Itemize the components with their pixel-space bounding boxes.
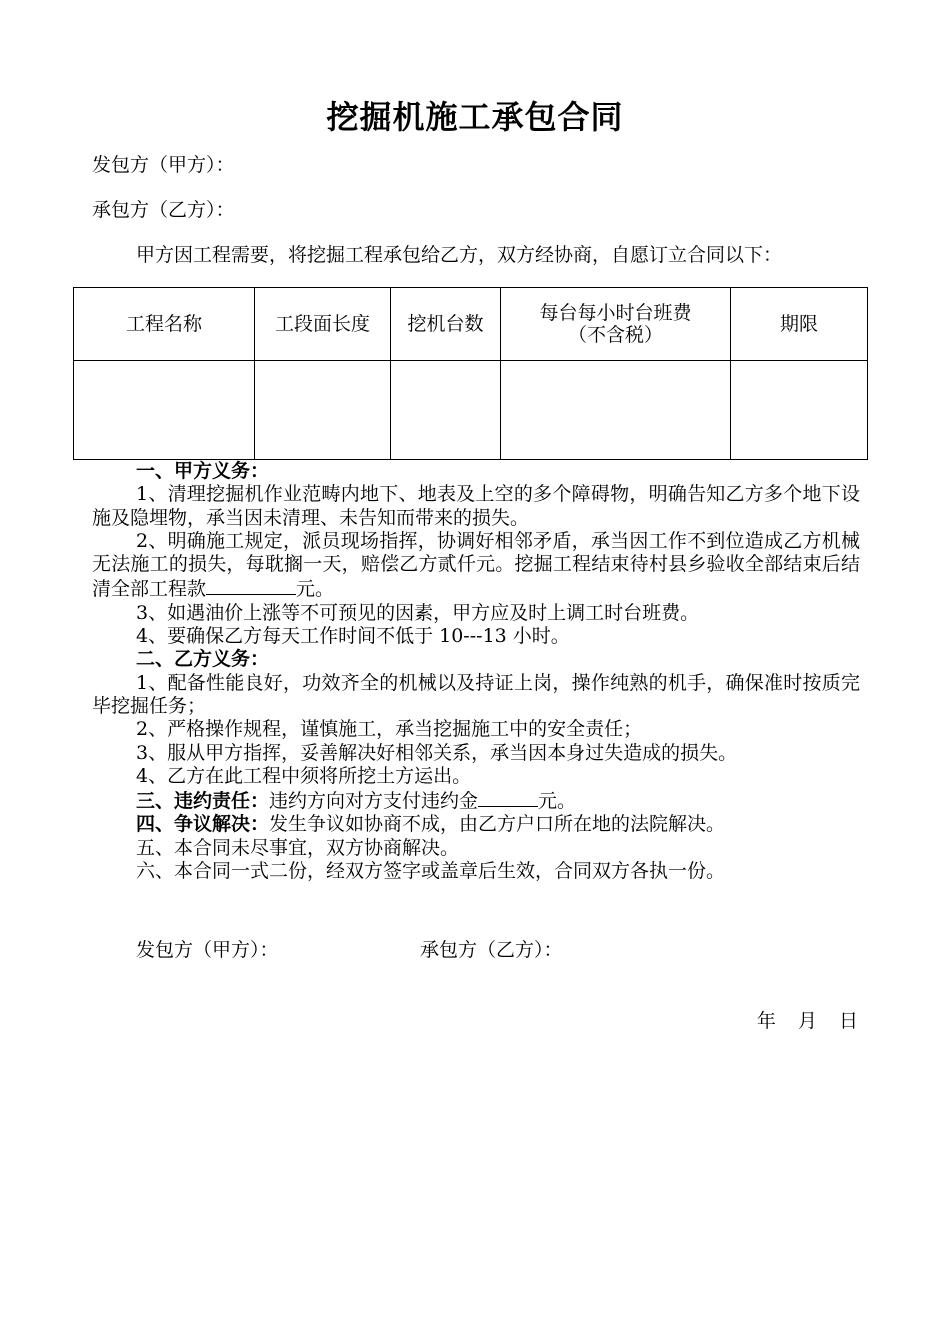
table-row — [74, 361, 868, 460]
party-a-field: 发包方（甲方）： — [92, 154, 235, 176]
intro-paragraph: 甲方因工程需要，将挖掘工程承包给乙方，双方经协商，自愿订立合同以下： — [136, 244, 783, 266]
section2-item3: 3、服从甲方指挥，妥善解决好相邻关系，承当因本身过失造成的损失。 — [136, 741, 738, 764]
signature-party-a: 发包方（甲方）： — [136, 939, 279, 961]
header-project-name: 工程名称 — [74, 288, 255, 361]
section2-item1: 1、配备性能良好，功效齐全的机械以及持证上岗，操作纯熟的机手，确保准时按质完毕挖掘任务； — [92, 671, 860, 717]
project-table — [73, 287, 868, 460]
section1-item2-unit: 元。 — [296, 578, 335, 601]
party-b-field: 承包方（乙方）： — [92, 199, 235, 221]
section3-text: 违约方向对方支付违约金 — [269, 790, 479, 813]
section3-unit: 元。 — [538, 790, 577, 813]
cell-section-length — [255, 361, 391, 460]
cell-hourly-rate — [501, 361, 731, 460]
section6: 六、本合同一式二份，经双方签字或盖章后生效，合同双方各执一份。 — [136, 860, 726, 883]
section1-heading: 一、甲方义务： — [136, 460, 270, 482]
section4-heading: 四、争议解决： — [136, 813, 270, 836]
header-tax-note: （不含税） — [567, 324, 663, 346]
penalty-blank — [478, 788, 538, 807]
section5: 五、本合同未尽事宜，双方协商解决。 — [136, 836, 460, 859]
section2-item2: 2、严格操作规程，谨慎施工，承当挖掘施工中的安全责任； — [136, 718, 643, 741]
header-excavator-count: 挖机台数 — [391, 288, 501, 361]
table-header-row — [74, 288, 868, 361]
header-hourly-rate-label: 每台每小时台班费 — [539, 302, 692, 324]
contract-body — [92, 460, 860, 883]
date-line: 年 月 日 — [756, 1010, 858, 1032]
section1-item2-text: 2、明确施工规定，派员现场指挥，协调好相邻矛盾，承当因工作不到位造成乙方机械无法施工的损失，每耽搁一天，赔偿乙方贰仟元。挖掘工程结束待村县乡验收全部结束后结清全部工程款 — [92, 529, 860, 601]
signature-party-b: 承包方（乙方）： — [420, 939, 563, 961]
section2-item4: 4、乙方在此工程中须将所挖土方运出。 — [136, 764, 472, 787]
document-title: 挖掘机施工承包合同 — [326, 98, 624, 136]
header-section-length: 工段面长度 — [255, 288, 391, 361]
cell-term — [731, 361, 868, 460]
section4-text: 发生争议如协商不成，由乙方户口所在地的法院解决。 — [269, 813, 726, 836]
section1-item2 — [92, 530, 860, 602]
section3-heading: 三、违约责任： — [136, 790, 270, 813]
amount-blank — [206, 576, 296, 595]
section1-item3: 3、如遇油价上涨等不可预见的因素，甲方应及时上调工时台班费。 — [136, 601, 700, 624]
header-hourly-rate — [501, 288, 731, 361]
section1-item1: 1、清理挖掘机作业范畴内地下、地表及上空的多个障碍物，明确告知乙方多个地下设施及隐埋物，承当因未清理、未告知而带来的损失。 — [92, 483, 860, 529]
section2-heading: 二、乙方义务： — [136, 648, 270, 671]
cell-project-name — [74, 361, 255, 460]
cell-excavator-count — [391, 361, 501, 460]
header-term: 期限 — [731, 288, 868, 361]
section1-item4: 4、要确保乙方每天工作时间不低于 10---13 小时。 — [136, 625, 570, 648]
section3 — [92, 788, 860, 813]
section4 — [92, 813, 860, 836]
